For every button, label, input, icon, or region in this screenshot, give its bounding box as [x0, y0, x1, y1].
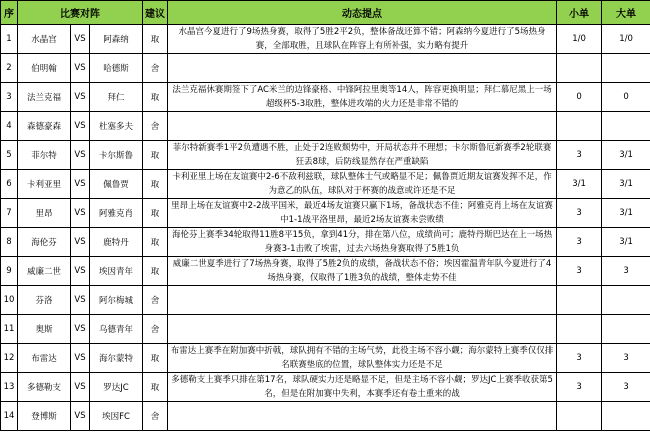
news-note: 布雷达上赛季在附加赛中折戟，球队拥有不错的主场气势，此役主场不容小觑；海尔蒙特上赛季仅仅排名联赛垫底的位置，球队整体实力还是不足 — [170, 346, 554, 370]
pick-value: 舍 — [143, 402, 168, 431]
table-row — [1, 54, 650, 83]
table-row — [1, 373, 650, 402]
pick-value: 舍 — [143, 54, 168, 83]
row-number: 7 — [1, 199, 18, 228]
small-pick: 3 — [557, 344, 602, 373]
vs-label: VS — [71, 257, 90, 286]
row-number: 5 — [1, 141, 18, 170]
pick-value: 取 — [143, 199, 168, 228]
small-pick: 3 — [557, 199, 602, 228]
header-pick: 建议 — [143, 1, 168, 25]
big-pick — [602, 112, 650, 141]
away-team: 卡尔斯鲁 — [90, 141, 143, 170]
away-team: 杜塞多夫 — [90, 112, 143, 141]
header-news: 动态提点 — [168, 1, 557, 25]
vs-label: VS — [71, 170, 90, 199]
home-team: 威廉二世 — [18, 257, 71, 286]
pick-value: 取 — [143, 257, 168, 286]
small-pick — [557, 286, 602, 315]
news-note: 菲尔特新赛季1平2负遭遇不胜，止处于2连败颓势中，开局状态并不理想；卡尔斯鲁厄新赛季2轮联赛狂丢8球，后防线显然存在严重缺陷 — [172, 143, 552, 167]
home-team: 伯明翰 — [18, 54, 71, 83]
small-pick: 3 — [557, 141, 602, 170]
small-pick: 3 — [557, 228, 602, 257]
vs-label: VS — [71, 199, 90, 228]
news-note — [170, 112, 554, 140]
big-pick: 3 — [602, 344, 650, 373]
pick-value: 取 — [143, 141, 168, 170]
row-number: 6 — [1, 170, 18, 199]
news-cell — [168, 112, 557, 141]
row-number: 2 — [1, 54, 18, 83]
table-row — [1, 344, 650, 373]
home-team: 菲尔特 — [18, 141, 71, 170]
news-cell — [168, 170, 557, 199]
small-pick: 3 — [557, 373, 602, 402]
news-cell — [168, 286, 557, 315]
home-team: 法兰克福 — [18, 83, 71, 112]
table-row — [1, 199, 650, 228]
vs-label: VS — [71, 228, 90, 257]
small-pick: 3/1 — [557, 170, 602, 199]
home-team: 多德勒支 — [18, 373, 71, 402]
row-number: 12 — [1, 344, 18, 373]
big-pick: 3 — [602, 257, 650, 286]
news-cell — [168, 257, 557, 286]
table-row — [1, 402, 650, 431]
pick-value: 舍 — [143, 315, 168, 344]
table-row — [1, 170, 650, 199]
news-cell — [168, 344, 557, 373]
home-team: 里昂 — [18, 199, 71, 228]
header-seq: 序 — [1, 1, 18, 25]
table-row — [1, 286, 650, 315]
table-row — [1, 141, 650, 170]
pick-value: 取 — [143, 373, 168, 402]
away-team: 阿尔梅城 — [90, 286, 143, 315]
home-team: 登博斯 — [18, 402, 71, 431]
news-cell — [168, 315, 557, 344]
away-team: 哈德斯 — [90, 54, 143, 83]
row-number: 14 — [1, 402, 18, 431]
vs-label: VS — [71, 344, 90, 373]
row-number: 11 — [1, 315, 18, 344]
vs-label: VS — [71, 286, 90, 315]
row-number: 3 — [1, 83, 18, 112]
vs-label: VS — [71, 141, 90, 170]
away-team: 埃因青年 — [90, 257, 143, 286]
big-pick: 0 — [602, 83, 650, 112]
vs-label: VS — [71, 315, 90, 344]
news-note: 里昂上场在友谊赛中2-2战平国米，最近4场友谊赛只赢下1场，备战状态不佳；阿雅克肖上场在友谊赛中1-1战平洛里昂，最近2场友谊赛未尝败绩 — [171, 201, 553, 225]
home-team: 森德豪森 — [18, 112, 71, 141]
row-number: 9 — [1, 257, 18, 286]
table-row — [1, 228, 650, 257]
big-pick: 1/0 — [602, 25, 650, 54]
big-pick: 3/1 — [602, 228, 650, 257]
table-row — [1, 25, 650, 54]
news-note: 多德勒支上赛季只排在第17名，球队硬实力还是略显不足，但是主场不容小觑；罗达JC上赛季收获第5名，但是在附加赛中失利，本赛季还有卷土重来的战 — [171, 375, 553, 399]
news-cell — [168, 228, 557, 257]
big-pick — [602, 402, 650, 431]
home-team: 卡利亚里 — [18, 170, 71, 199]
big-pick — [602, 286, 650, 315]
small-pick: 3 — [557, 257, 602, 286]
small-pick — [557, 315, 602, 344]
vs-label: VS — [71, 83, 90, 112]
big-pick — [602, 315, 650, 344]
away-team: 拜仁 — [90, 83, 143, 112]
news-cell — [168, 402, 557, 431]
news-cell — [168, 199, 557, 228]
pick-value: 取 — [143, 170, 168, 199]
small-pick: 0 — [557, 83, 602, 112]
row-number: 4 — [1, 112, 18, 141]
home-team: 布雷达 — [18, 344, 71, 373]
away-team: 罗达JC — [90, 373, 143, 402]
away-team: 阿森纳 — [90, 25, 143, 54]
news-cell — [168, 25, 557, 54]
header-big: 大单 — [602, 1, 650, 25]
table-row — [1, 83, 650, 112]
table-row — [1, 112, 650, 141]
header-match: 比赛对阵 — [18, 1, 143, 25]
away-team: 埃因FC — [90, 402, 143, 431]
row-number: 13 — [1, 373, 18, 402]
big-pick: 3 — [602, 373, 650, 402]
small-pick — [557, 402, 602, 431]
pick-value: 取 — [143, 228, 168, 257]
home-team: 芬洛 — [18, 286, 71, 315]
header-row — [1, 1, 650, 25]
vs-label: VS — [71, 402, 90, 431]
home-team: 海伦芬 — [18, 228, 71, 257]
vs-label: VS — [71, 112, 90, 141]
away-team: 鹿特丹 — [90, 228, 143, 257]
news-note — [170, 315, 554, 343]
news-note: 水晶宫今夏进行了9场热身赛，取得了5胜2平2负，整体备战还算不错；阿森纳今夏进行了5场热身赛，全部取胜，且球队在阵容上有所补强，实力略有提升 — [178, 27, 546, 51]
vs-label: VS — [71, 25, 90, 54]
vs-label: VS — [71, 373, 90, 402]
away-team: 乌德青年 — [90, 315, 143, 344]
pick-value: 取 — [143, 25, 168, 54]
news-note: 海伦芬上赛季34轮取得11胜8平15负，拿到41分，排在第八位，成绩尚可；鹿特丹斯巴达在上一场热身赛3-1击败了埃雷，过去六场热身赛取得了5胜1负 — [171, 230, 553, 254]
row-number: 1 — [1, 25, 18, 54]
away-team: 海尔蒙特 — [90, 344, 143, 373]
big-pick — [602, 54, 650, 83]
news-cell — [168, 54, 557, 83]
row-number: 10 — [1, 286, 18, 315]
pick-value: 取 — [143, 344, 168, 373]
news-note: 威廉二世夏季进行了7场热身赛，取得了5胜2负的成绩，备战状态不俗；埃因霍温青年队今夏进行了4场热身赛，仅取得了1胜3负的战绩，整体走势不佳 — [172, 259, 552, 283]
home-team: 奥斯 — [18, 315, 71, 344]
small-pick — [557, 112, 602, 141]
pick-value: 取 — [143, 83, 168, 112]
vs-label: VS — [71, 54, 90, 83]
big-pick: 3/1 — [602, 141, 650, 170]
table-row — [1, 257, 650, 286]
away-team: 阿雅克肖 — [90, 199, 143, 228]
big-pick: 3/1 — [602, 199, 650, 228]
news-note: 法兰克福休赛期签下了AC米兰的边锋豪格、中锋阿拉里奥等14人，阵容更换明显；拜仁慕尼黑上一场超级杯5-3取胜，整体进攻端的火力还是非常不错的 — [172, 85, 552, 109]
news-cell — [168, 373, 557, 402]
table-row — [1, 315, 650, 344]
pick-value: 舍 — [143, 286, 168, 315]
news-note — [170, 54, 554, 82]
small-pick: 1/0 — [557, 25, 602, 54]
small-pick — [557, 54, 602, 83]
big-pick: 3/1 — [602, 170, 650, 199]
news-note — [170, 286, 554, 314]
news-cell — [168, 141, 557, 170]
away-team: 佩鲁贾 — [90, 170, 143, 199]
row-number: 8 — [1, 228, 18, 257]
news-cell — [168, 83, 557, 112]
pick-value: 舍 — [143, 112, 168, 141]
news-note: 卡利亚里上场在友谊赛中2-6不敌利兹联，球队整体士气或略显不足；佩鲁贾近期友谊赛发挥不足，作为意乙的队伍，球队对于杯赛的战意或许还是不足 — [172, 172, 552, 196]
home-team: 水晶宫 — [18, 25, 71, 54]
news-note — [170, 402, 554, 430]
header-small: 小单 — [557, 1, 602, 25]
